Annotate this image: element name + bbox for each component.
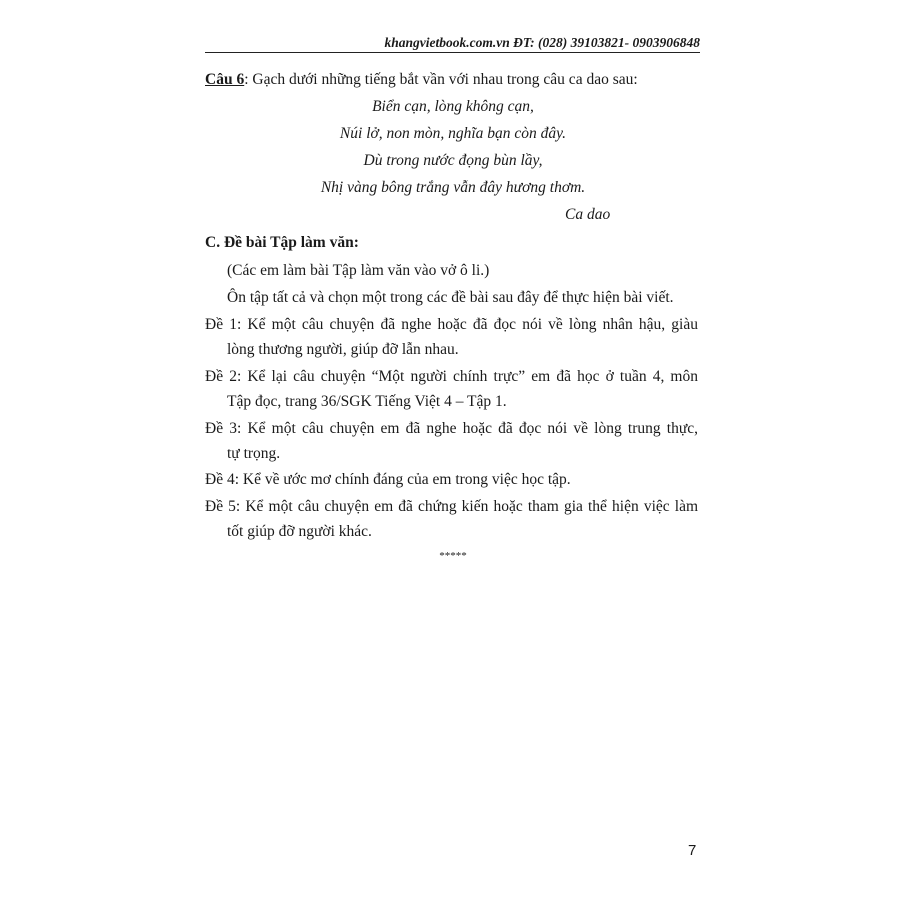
poem-line-3: Dù trong nước đọng bùn lầy, bbox=[363, 152, 543, 169]
topic-5-line-2: tốt giúp đỡ người khác. bbox=[227, 523, 372, 540]
header-rule bbox=[205, 52, 700, 53]
topic-3-line-2: tự trọng. bbox=[227, 445, 281, 462]
poem-line-1: Biển cạn, lòng không cạn, bbox=[372, 98, 534, 115]
poem-source: Ca dao bbox=[565, 206, 611, 223]
section-c-title: C. Đề bài Tập làm văn: bbox=[205, 234, 359, 251]
topic-1-line-1: Đề 1: Kể một câu chuyện đã nghe hoặc đã đọc nói về lòng nhân hậu, giàu bbox=[205, 316, 698, 333]
poem-line-2: Núi lở, non mòn, nghĩa bạn còn đây. bbox=[339, 125, 567, 142]
topic-2-line-2: Tập đọc, trang 36/SGK Tiếng Việt 4 – Tập 1. bbox=[227, 393, 507, 410]
question-6-text: : Gạch dưới những tiếng bắt vần với nhau trong câu ca dao sau: bbox=[244, 71, 638, 88]
page-header: khangvietbook.com.vn ĐT: (028) 39103821- 0903906848 bbox=[384, 35, 700, 50]
page-number: 7 bbox=[688, 842, 697, 859]
poem-line-4: Nhị vàng bông trắng vẫn đây hương thơm. bbox=[320, 179, 586, 196]
topic-2-line-1: Đề 2: Kể lại câu chuyện “Một người chính trực” em đã học ở tuần 4, môn bbox=[205, 368, 698, 385]
question-6-label: Câu 6 bbox=[205, 71, 245, 88]
question-6 bbox=[205, 70, 638, 90]
topic-4-line-1: Đề 4: Kể về ước mơ chính đáng của em trong việc học tập. bbox=[205, 471, 571, 488]
topic-3-line-1: Đề 3: Kể một câu chuyện em đã nghe hoặc đã đọc nói về lòng trung thực, bbox=[205, 420, 698, 437]
section-c-intro: Ôn tập tất cả và chọn một trong các đề bài sau đây để thực hiện bài viết. bbox=[227, 289, 674, 306]
section-separator: ***** bbox=[439, 550, 467, 562]
section-c-note: (Các em làm bài Tập làm văn vào vở ô li.) bbox=[227, 262, 490, 279]
topic-5-line-1: Đề 5: Kể một câu chuyện em đã chứng kiến hoặc tham gia thể hiện việc làm bbox=[205, 498, 698, 515]
topic-1-line-2: lòng thương người, giúp đỡ lẫn nhau. bbox=[227, 341, 459, 358]
